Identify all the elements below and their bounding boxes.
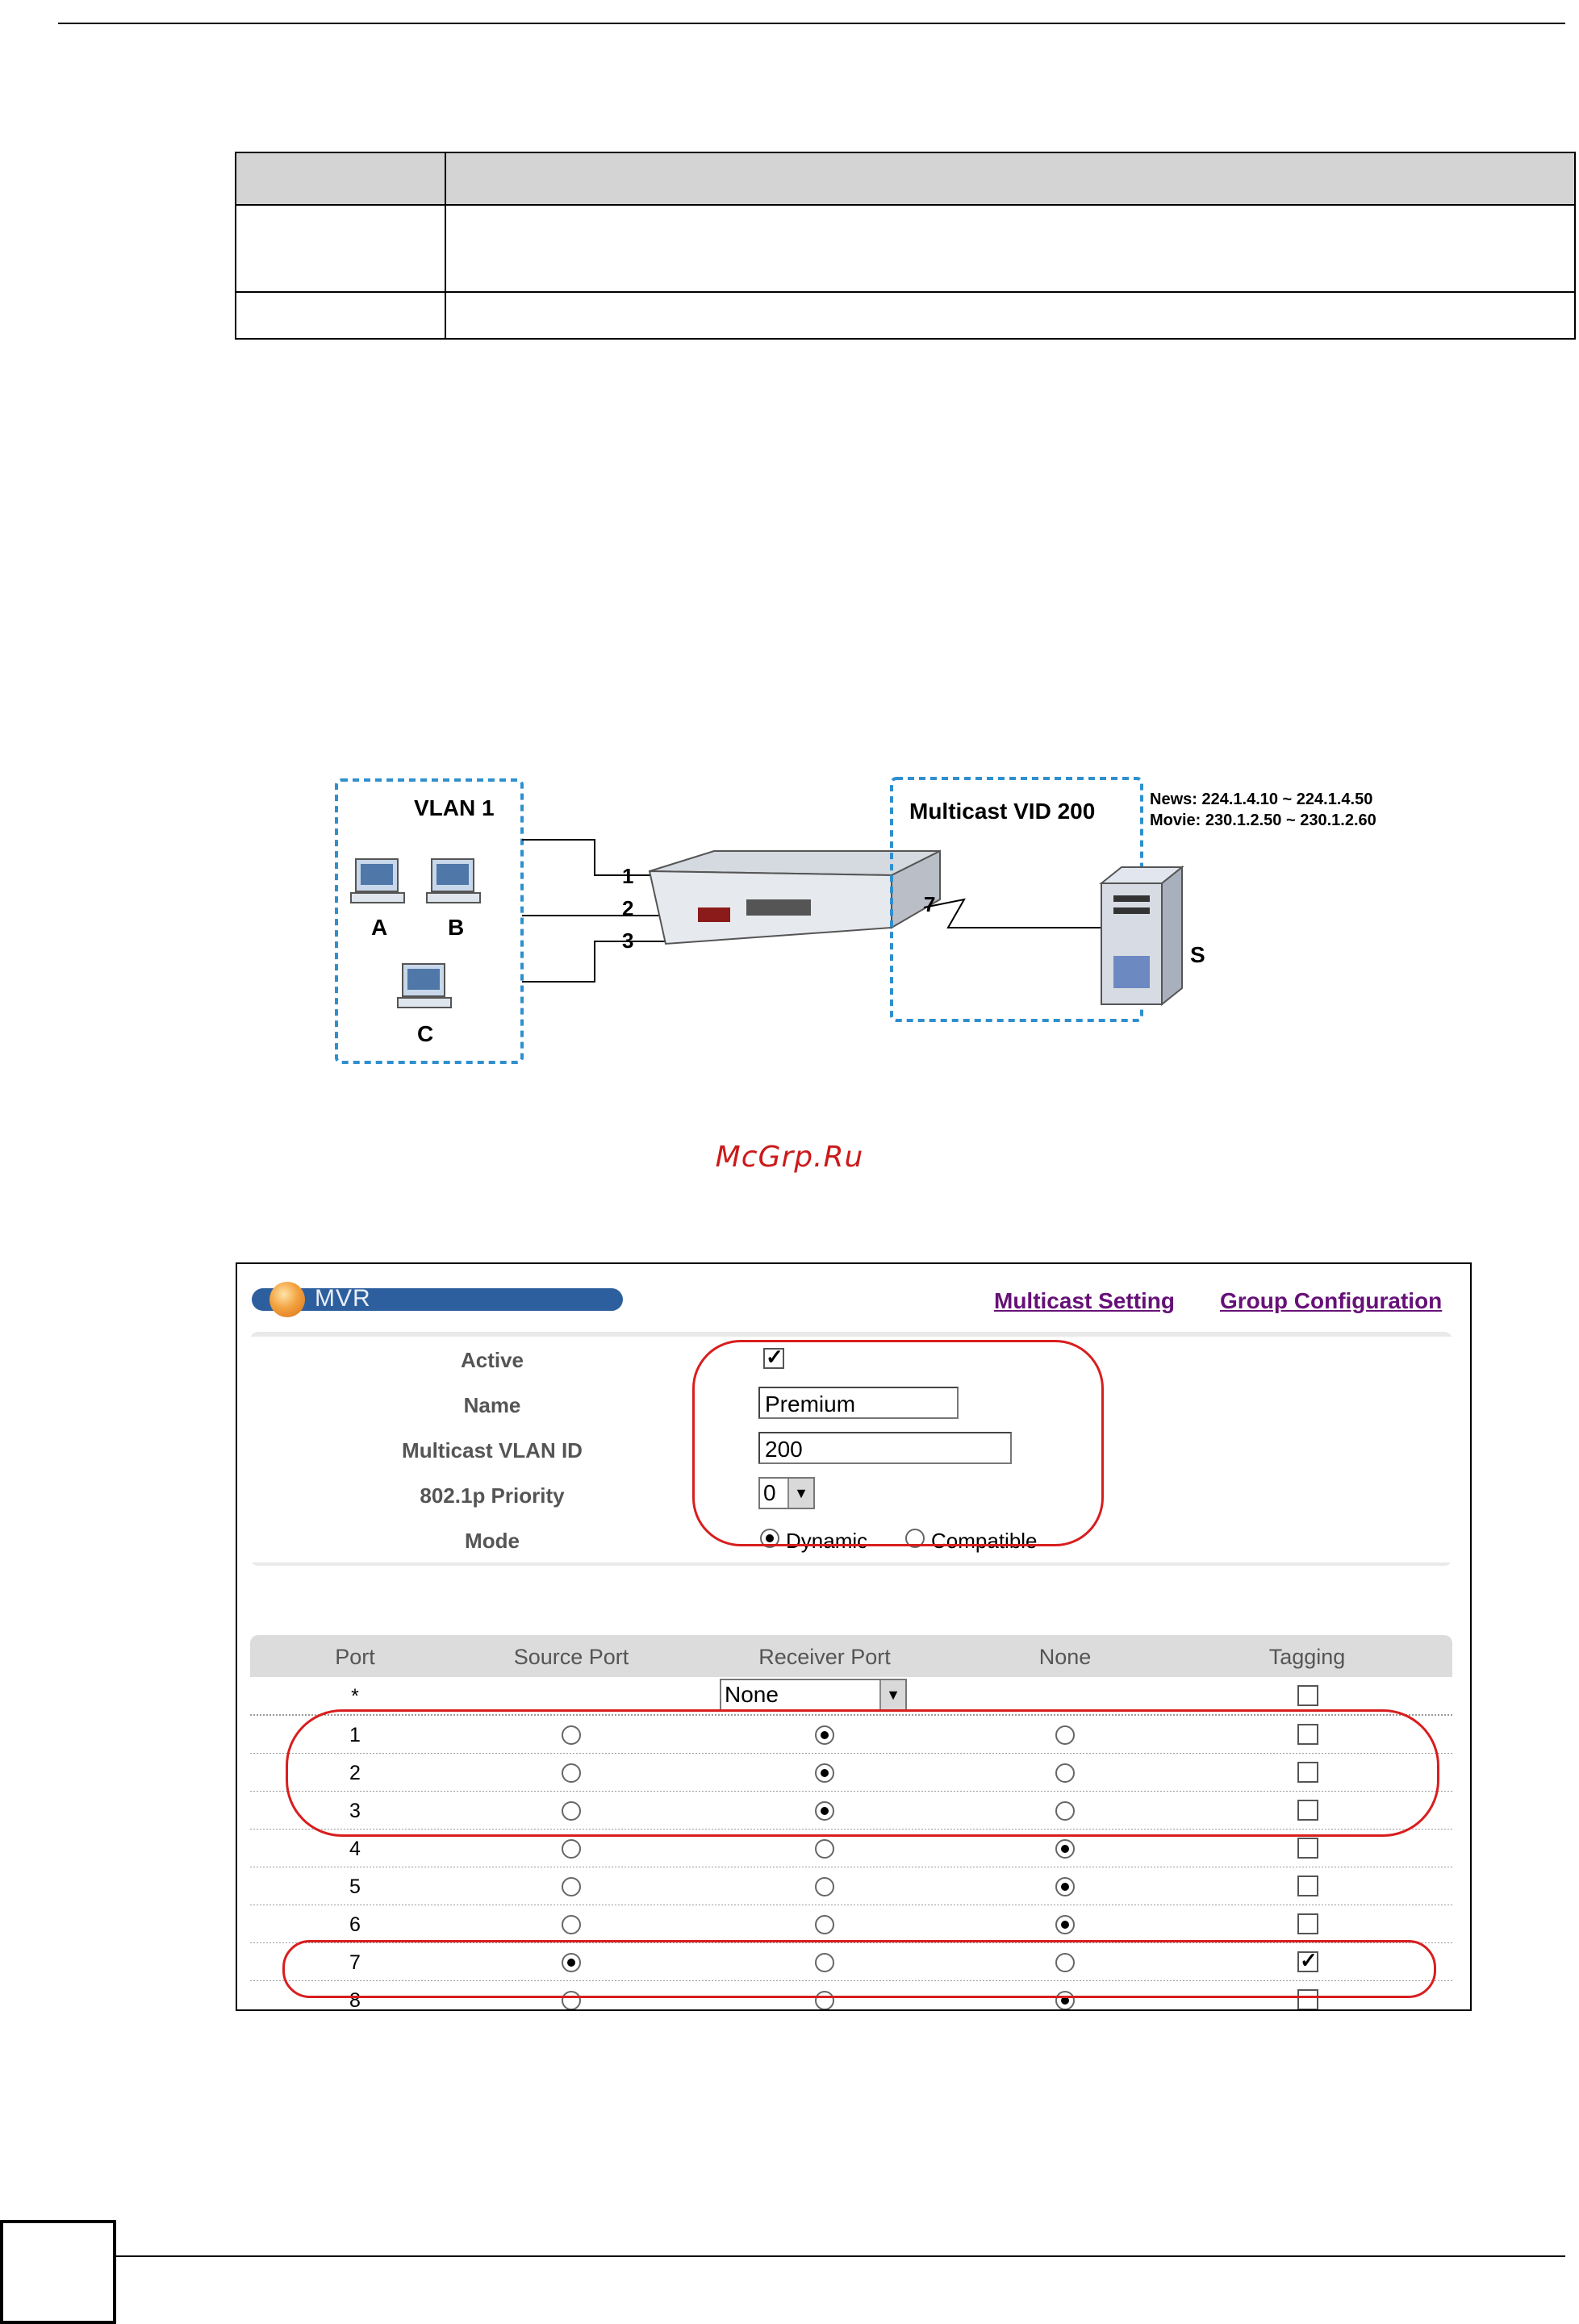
active-label: Active [460,1348,524,1372]
table-row [236,205,1575,292]
header-source-port: Source Port [513,1645,629,1669]
port-label: 1 [622,864,634,888]
table-cell [445,205,1575,292]
port-number: 2 [349,1762,361,1784]
source-port-radio[interactable] [562,1839,581,1859]
none-port-radio[interactable] [1055,1915,1075,1934]
vlan-box [336,780,522,1062]
port-number: 3 [349,1800,361,1822]
table-header-cell [236,152,445,205]
footer-rule [116,2255,1565,2257]
group-configuration-link[interactable]: Group Configuration [1220,1288,1443,1313]
source-port-radio[interactable] [562,1877,581,1896]
page-title: MVR [315,1285,371,1312]
computer-icon [398,964,451,1008]
vlan-id-label: Multicast VLAN ID [402,1438,583,1462]
settings-highlight [692,1340,1104,1546]
port-number: * [351,1685,359,1708]
tagging-checkbox[interactable] [1297,1838,1318,1859]
network-diagram [327,770,1424,1069]
source-port-highlight [282,1940,1436,1998]
table-cell [445,292,1575,339]
chevron-down-icon: ▼ [787,1479,813,1508]
receiver-port-radio[interactable] [815,1839,834,1859]
table-header-cell [445,152,1575,205]
host-label-c: C [417,1021,434,1046]
receiver-all-select[interactable] [720,1679,907,1711]
name-label: Name [463,1393,521,1417]
header-tagging: Tagging [1268,1645,1346,1669]
movie-label: Movie: 230.1.2.50 ~ 230.1.2.60 [1150,812,1376,829]
receiver-port-radio[interactable] [815,1915,834,1934]
port-table-header [250,1635,1452,1677]
port-number: 1 [349,1724,361,1746]
link-line [522,941,666,982]
chevron-down-icon: ▼ [879,1680,905,1709]
none-port-radio[interactable] [1055,1839,1075,1859]
switch-icon [650,851,940,944]
multicast-label: Multicast VID 200 [909,799,1096,824]
page-number-box [0,2220,116,2324]
server-label: S [1190,942,1205,967]
header-rule [58,23,1565,24]
port-label: 3 [622,928,634,953]
table-cell [236,205,445,292]
mode-compatible-label: Compatible [931,1529,1038,1553]
link-line [522,840,666,875]
table-row [250,1905,1452,1944]
tagging-all-checkbox[interactable] [1297,1685,1318,1706]
priority-label: 802.1p Priority [420,1483,565,1508]
port-number: 5 [349,1875,361,1898]
computer-icon [351,859,404,903]
receiver-port-radio[interactable] [815,1877,834,1896]
name-input[interactable]: Premium [758,1387,959,1419]
port-label: 2 [622,896,634,920]
table-header-row [236,152,1575,205]
link-line [924,899,1101,928]
header-receiver-port: Receiver Port [758,1645,891,1669]
header-port: Port [335,1645,375,1669]
description-table [235,152,1576,340]
header-none: None [1038,1645,1092,1669]
table-row [250,1867,1452,1906]
tagging-checkbox[interactable] [1297,1913,1318,1934]
news-label: News: 224.1.4.10 ~ 224.1.4.50 [1150,791,1373,808]
mvr-screenshot [236,1262,1472,2011]
port-label: 7 [924,892,936,916]
table-cell [236,292,445,339]
computer-icon [427,859,480,903]
priority-value: 0 [763,1480,776,1505]
table-row [236,292,1575,339]
port-number: 8 [349,1989,361,2011]
mode-dynamic-label: Dynamic [786,1529,868,1553]
server-icon [1101,867,1182,1004]
port-number: 4 [349,1838,361,1860]
source-port-radio[interactable] [562,1915,581,1934]
orb-icon [269,1282,305,1317]
port-number: 7 [349,1951,361,1974]
port-number: 6 [349,1913,361,1936]
host-label-a: A [371,915,388,940]
receiver-ports-highlight [286,1709,1439,1837]
vlan-id-input[interactable]: 200 [758,1432,1012,1464]
title-bar [252,1288,623,1311]
none-port-radio[interactable] [1055,1877,1075,1896]
mode-label: Mode [465,1529,520,1553]
vlan-label: VLAN 1 [414,795,495,820]
watermark: McGrp.Ru [715,1141,864,1174]
receiver-all-value: None [725,1682,779,1707]
host-label-b: B [448,915,465,940]
multicast-setting-link[interactable]: Multicast Setting [994,1288,1176,1313]
tagging-checkbox[interactable] [1297,1875,1318,1896]
